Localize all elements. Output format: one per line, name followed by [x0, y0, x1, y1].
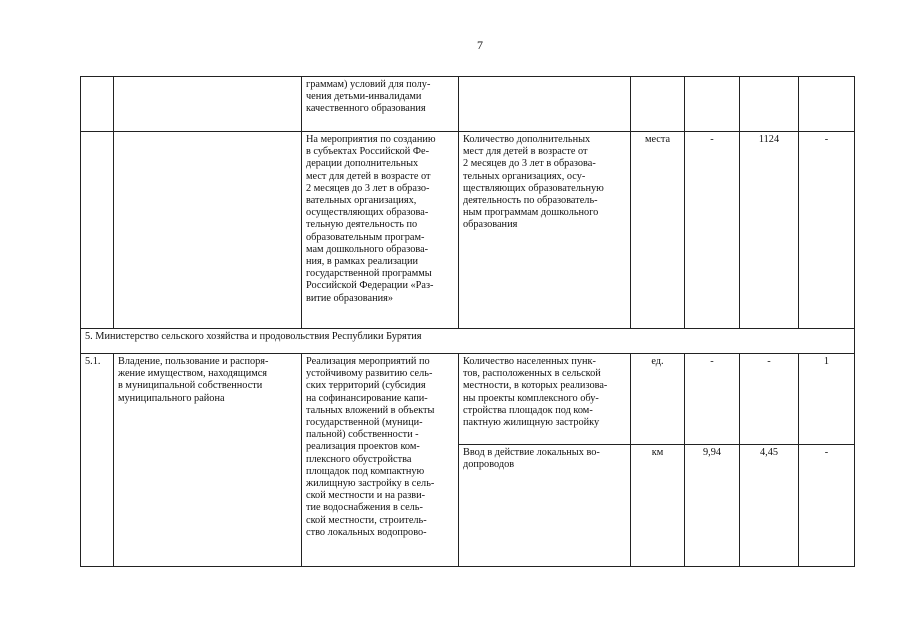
cell-unit: ед. [631, 354, 685, 445]
cell-value-2 [740, 77, 799, 132]
cell-unit: км [631, 445, 685, 567]
cell-power: Владение, пользование и распоря- жение имуществом, находящимся в муниципальной собственности муниципального района [114, 354, 302, 567]
cell-value-2: - [740, 354, 799, 445]
cell-power [114, 132, 302, 329]
cell-value-1 [685, 77, 740, 132]
cell-value-2: 4,45 [740, 445, 799, 567]
table-row-preschool [81, 132, 855, 329]
section-title: 5. Министерство сельского хозяйства и продовольствия Республики Бурятия [81, 329, 855, 354]
cell-value-1: - [685, 354, 740, 445]
cell-value-3 [799, 77, 855, 132]
cell-indicator: Количество населенных пунк- тов, расположенных в сельской местности, в которых реализова- ны проекты комплексного обу- стройства площадок под ком- пактную жилищную застройку [459, 354, 631, 445]
cell-value-1: 9,94 [685, 445, 740, 567]
table-row-continued [81, 77, 855, 132]
cell-indicator [459, 77, 631, 132]
cell-event: На мероприятия по созданию в субъектах Российской Фе- дерации дополнительных мест для детей в возрасте от 2 месяцев до 3 лет в образо- вательных организациях, осуществляющих образова- тельную деятельность по образовательным програм- мам дошкольного образова- ния, в рамках реализации государственной программы Российской Федерации «Раз- витие образования» [302, 132, 459, 329]
cell-num: 5.1. [81, 354, 114, 567]
cell-value-2: 1124 [740, 132, 799, 329]
cell-unit: места [631, 132, 685, 329]
program-table [80, 76, 855, 567]
cell-indicator: Количество дополнительных мест для детей в возрасте от 2 месяцев до 3 лет в образова- тельных организациях, осу- ществляющих образовательную деятельность по образователь- ным программам дошкольного образования [459, 132, 631, 329]
table-row-5-1-a [81, 354, 855, 445]
cell-value-1: - [685, 132, 740, 329]
cell-num [81, 132, 114, 329]
cell-power [114, 77, 302, 132]
cell-value-3: - [799, 445, 855, 567]
cell-event: Реализация мероприятий по устойчивому развитию сель- ских территорий (субсидия на софинансирование капи- тальных вложений в объекты государственной (муници- пальной) собственности - реализация проектов ком- плексного обустройства площадок под компактную жилищную застройку в сель- ской местности и на разви- тие водоснабжения в сель- ской местности, строитель- ство локальных водопрово- [302, 354, 459, 567]
cell-value-3: - [799, 132, 855, 329]
cell-event: граммам) условий для полу- чения детьми-инвалидами качественного образования [302, 77, 459, 132]
cell-indicator: Ввод в действие локальных во- допроводов [459, 445, 631, 567]
section-header-row [81, 329, 855, 354]
cell-value-3: 1 [799, 354, 855, 445]
cell-num [81, 77, 114, 132]
page-number: 7 [477, 38, 483, 52]
cell-unit [631, 77, 685, 132]
